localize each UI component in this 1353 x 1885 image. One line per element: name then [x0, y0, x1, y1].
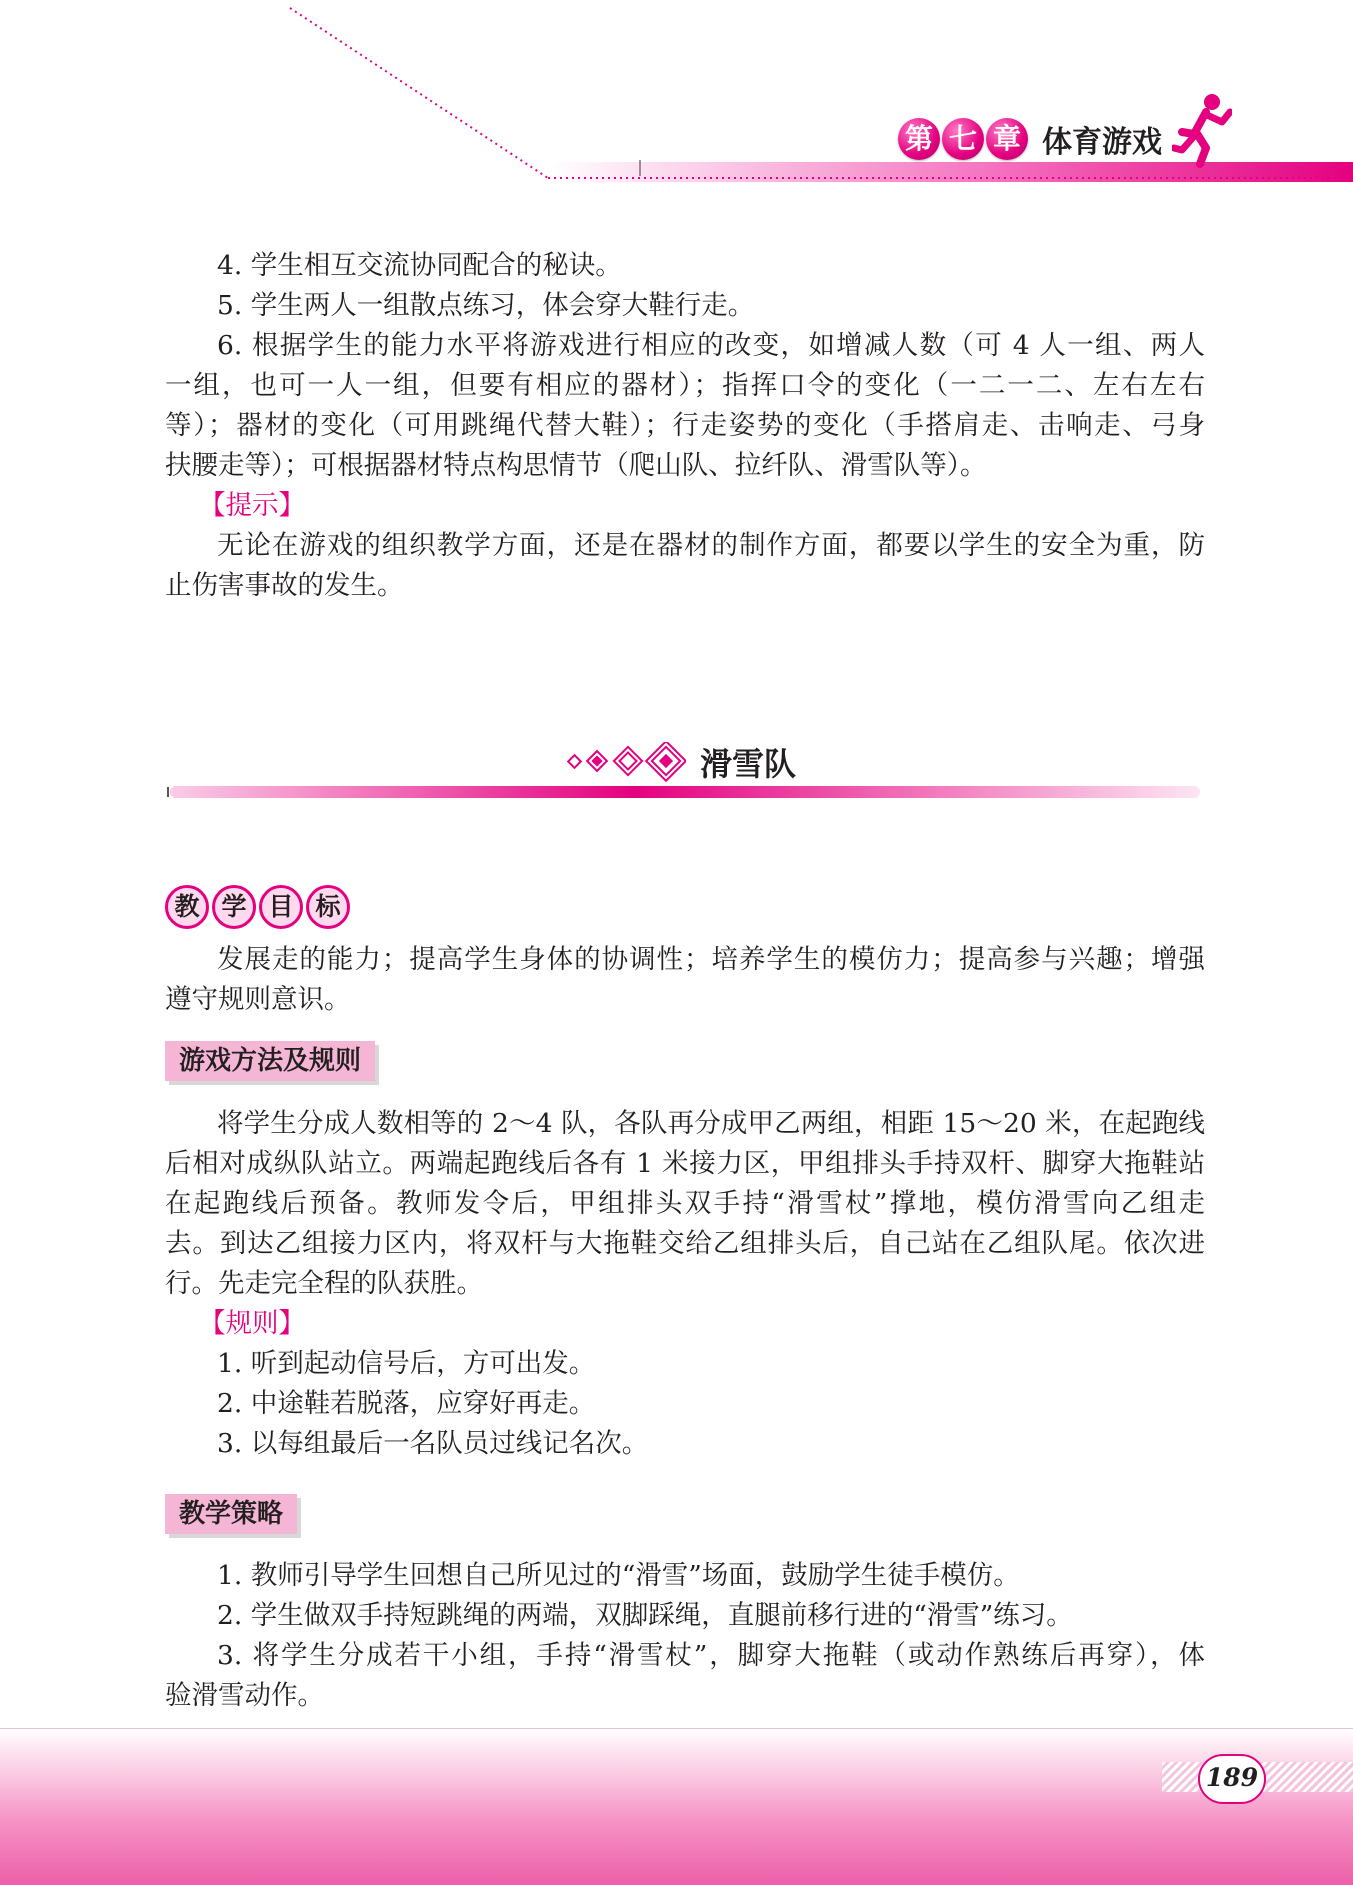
strategy-line: 3. 将学生分成若干小组，手持“滑雪杖”，脚穿大拖鞋（或动作熟练后再穿），体	[217, 1640, 1205, 1671]
method-line: 将学生分成人数相等的 2～4 队，各队再分成甲乙两组，相距 15～20 米，在起跑线	[217, 1108, 1205, 1139]
step-line: 等）；器材的变化（可用跳绳代替大鞋）；行走姿势的变化（手搭肩走、击响走、弓身	[165, 410, 1205, 441]
objective-line: 发展走的能力；提高学生身体的协调性；培养学生的模仿力；提高参与兴趣；增强	[217, 944, 1205, 975]
method-line: 后相对成纵队站立。两端起跑线后各有 1 米接力区，甲组排头手持双杆、脚穿大拖鞋站	[165, 1148, 1205, 1179]
tip-line: 无论在游戏的组织教学方面，还是在器材的制作方面，都要以学生的安全为重，防	[217, 530, 1205, 561]
strategy-text	[165, 1556, 1205, 1716]
strategy-line: 验滑雪动作。	[165, 1680, 324, 1711]
rule-item: 3. 以每组最后一名队员过线记名次。	[217, 1428, 649, 1459]
method-text	[165, 1104, 1205, 1464]
method-line: 去。到达乙组接力区内，将双杆与大拖鞋交给乙组排头后，自己站在乙组队尾。依次进	[165, 1228, 1205, 1259]
objectives-text	[165, 940, 1205, 1020]
tip-label: 【提示】	[199, 490, 305, 521]
method-line: 行。先走完全程的队获胜。	[165, 1268, 483, 1299]
rule-item: 1. 听到起动信号后，方可出发。	[217, 1348, 596, 1379]
objectives-char: 目	[259, 885, 303, 929]
section-title	[566, 738, 796, 786]
section-line-tick	[167, 787, 169, 797]
chapter-badge-1: 第	[898, 118, 940, 160]
page-number: 189	[1198, 1754, 1266, 1804]
diamond-ornament-icon	[566, 742, 686, 782]
step-line: 一组，也可一人一组，但要有相应的器材）；指挥口令的变化（一二一二、左右左右	[165, 370, 1205, 401]
step-line: 4. 学生相互交流协同配合的秘诀。	[217, 250, 622, 281]
step-line: 6. 根据学生的能力水平将游戏进行相应的改变，如增减人数（可 4 人一组、两人	[217, 330, 1205, 361]
rules-label: 【规则】	[199, 1308, 305, 1339]
continued-steps	[165, 246, 1205, 606]
method-line: 在起跑线后预备。教师发令后，甲组排头双手持“滑雪杖”撑地，模仿滑雪向乙组走	[165, 1188, 1205, 1219]
chapter-name: 体育游戏	[1042, 125, 1162, 160]
objectives-char: 教	[165, 885, 209, 929]
objectives-char: 标	[306, 885, 350, 929]
runner-icon	[1172, 92, 1232, 170]
section-divider	[170, 786, 1200, 798]
step-line: 5. 学生两人一组散点练习，体会穿大鞋行走。	[217, 290, 755, 321]
objectives-heading	[165, 885, 353, 929]
strategy-line: 1. 教师引导学生回想自己所见过的“滑雪”场面，鼓励学生徒手模仿。	[217, 1560, 1020, 1591]
footer-rule	[0, 1728, 1353, 1729]
chapter-badge-2: 七	[942, 118, 984, 160]
footer-band	[0, 1728, 1353, 1885]
page-number-area	[1162, 1754, 1353, 1800]
tip-line: 止伤害事故的发生。	[165, 570, 404, 601]
chapter-badge-3: 章	[986, 118, 1028, 160]
step-line: 扶腰走等）；可根据器材特点构思情节（爬山队、拉纤队、滑雪队等）。	[165, 450, 987, 481]
objectives-char: 学	[212, 885, 256, 929]
chapter-header	[898, 114, 1162, 164]
method-heading: 游戏方法及规则	[165, 1041, 375, 1081]
game-title: 滑雪队	[700, 745, 797, 783]
rule-item: 2. 中途鞋若脱落，应穿好再走。	[217, 1388, 596, 1419]
strategy-line: 2. 学生做双手持短跳绳的两端，双脚踩绳，直腿前移行进的“滑雪”练习。	[217, 1600, 1073, 1631]
header-gradient-bar	[548, 162, 1353, 182]
strategy-heading: 教学策略	[165, 1494, 297, 1534]
objective-line: 遵守规则意识。	[165, 984, 351, 1015]
